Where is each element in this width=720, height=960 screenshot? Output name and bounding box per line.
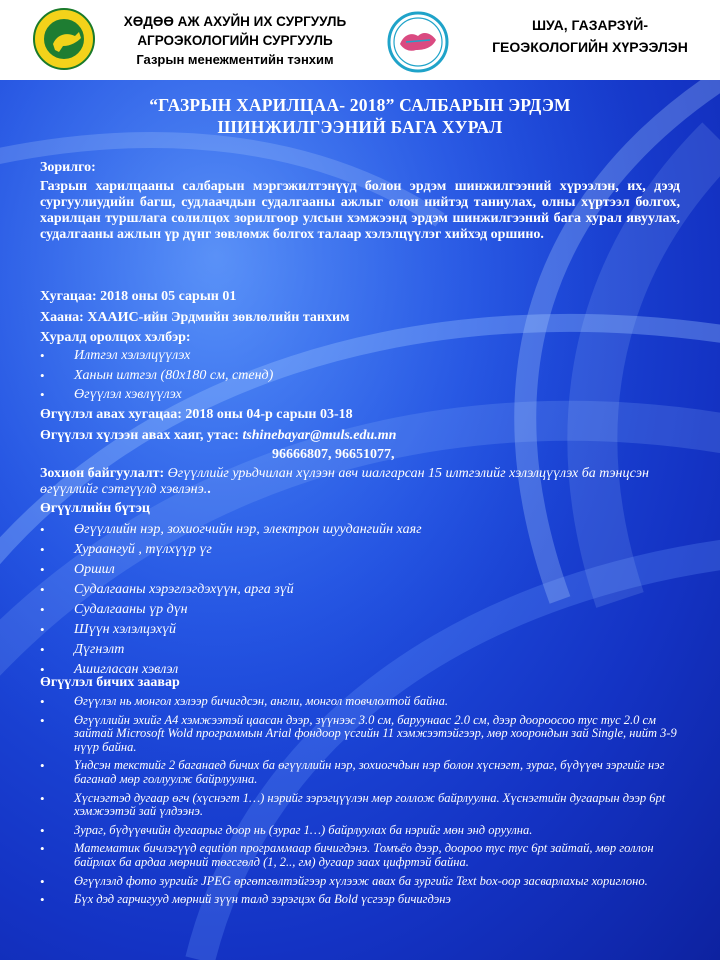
structure-section — [40, 500, 690, 680]
contact-email[interactable]: tshinebayar@muls.edu.mn — [242, 427, 397, 443]
guideline-item: • Өгүүлэл нь монгол хэлээр бичигдсэн, англи, монгол товчлолтой байна. — [40, 695, 690, 709]
structure-item: • Оршил — [40, 560, 690, 580]
organizer-suffix: . — [207, 482, 211, 497]
structure-item: • Дүгнэлт — [40, 640, 690, 660]
left-org-line-2: АГРОЭКОЛОГИЙН СУРГУУЛЬ — [137, 33, 333, 48]
header-banner — [0, 0, 720, 80]
right-organization — [470, 14, 710, 58]
guideline-item: • Өгүүллийн эхийг А4 хэмжээтэй цаасан дээр, зүүнээс 3.0 см, баруунаас 2.0 см, дээр доороосоо тус тус 2.0 см зайтай Microsoft Wold программын Arial фондоор үсгийн 11 хэмжээтэйгээр, мөр хоорондын зай Single, нийт 3-9 нүүр байна. — [40, 714, 690, 755]
event-details — [40, 288, 690, 464]
structure-item: • Хураангуй , түлхүүр үг — [40, 540, 690, 560]
announcement-content — [0, 80, 720, 960]
left-organization — [110, 12, 360, 69]
purpose-label: Зорилго: — [40, 160, 96, 175]
left-org-line-1: ХӨДӨӨ АЖ АХУЙН ИХ СУРГУУЛЬ — [123, 14, 347, 29]
title-line-2: ШИНЖИЛГЭЭНИЙ БАГА ХУРАЛ — [217, 117, 503, 137]
participation-list — [40, 346, 690, 405]
participation-item: • Өгүүлэл хэвлүүлэх — [40, 385, 690, 405]
deadline-line: Өгүүлэл авах хугацаа: 2018 оны 04-р сарын 03-18 — [40, 406, 353, 422]
structure-item: • Өгүүллийн нэр, зохиогчийн нэр, электрон шуудангийн хаяг — [40, 520, 690, 540]
participation-item: • Ханын илтгэл (80x180 см, стенд) — [40, 366, 690, 386]
phones-row — [40, 444, 690, 464]
organizer-text: Өгүүллийг урьдчилан хүлээн авч шалгарсан 15 илтгэлийг хэлэлцүүлэх ба тэнцсэн өгүүллийг сэтгүүлд хэвлэнэ. — [40, 466, 649, 497]
structure-item: • Судалгааны хэрэглэгдэхүүн, арга зүй — [40, 580, 690, 600]
guidelines-label: Өгүүлэл бичих заавар — [40, 675, 180, 690]
structure-list — [40, 520, 690, 680]
announcement-title — [60, 94, 660, 138]
contact-phones: 96666807, 96651077, — [272, 446, 395, 462]
date-line: Хугацаа: 2018 оны 05 сарын 01 — [40, 289, 237, 304]
guideline-item: • Зураг, бүдүүвчийн дугаарыг доор нь (зураг 1…) байрлуулах ба нэрийг мөн энд оруулна. — [40, 824, 690, 838]
place-line: Хаана: ХААИС-ийн Эрдмийн зөвлөлийн танхим — [40, 310, 350, 325]
guideline-item: • Бүх дэд гарчигууд мөрний зүүн талд зэрэгцэх ба Bold үсгээр бичигдэнэ — [40, 893, 690, 907]
guidelines-list — [40, 695, 690, 907]
guidelines-section — [40, 674, 690, 912]
contact-line — [40, 427, 690, 444]
structure-label: Өгүүллийн бүтэц — [40, 501, 150, 516]
contact-label: Өгүүлэл хүлээн авах хаяг, утас: — [40, 427, 243, 443]
structure-item: • Шүүн хэлэлцэхүй — [40, 620, 690, 640]
title-line-1: “ГАЗРЫН ХАРИЛЦАА- 2018” САЛБАРЫН ЭРДЭМ — [149, 95, 571, 115]
guideline-item: • Үндсэн текстийг 2 баганаед бичих ба өгүүллийн нэр, зохиогчдын нэр болон хүснэгт, зураг, бүдүүвч зэргийг нэг баганад мөр голлуулж байрлуулна. — [40, 759, 690, 786]
guideline-item: • Өгүүлэлд фото зургийг JPEG өргөтгөлтэйгээр хүлээж авах ба зургийг Text box-оор засварлахыг хориглоно. — [40, 875, 690, 889]
organizer-section — [40, 466, 680, 498]
structure-item: • Судалгааны үр дүн — [40, 600, 690, 620]
purpose-text: Газрын харилцааны салбарын мэргэжилтэнүүд болон эрдэм шинжилгээний хүрээлэн, их, дээд сургуулиудийн багш, судлаачдын судалгааны ажлыг олон нийтэд таниулах, олны хүртээл болгох, харилцан туршлага солилцох зорилгоор улсын хэмжээнд эрдэм шинжилгээний бага хурал явуулах, судалгааны ажлын үр дүнг зөвлөмж болгох талаар хэлэлцүүлэг хийхэд оршино. — [40, 179, 680, 242]
guideline-item: • Хүснэгтэд дугаар өгч (хүснэгт 1…) нэрийг зэрэгцүүлэн мөр голлож байрлуулна. Хүснэгтийн дугаарын дээр 6pt хэмжээтэй зай үлдээнэ. — [40, 792, 690, 819]
right-org-line-2: ГЕОЭКОЛОГИЙН ХҮРЭЭЛЭН — [492, 39, 688, 55]
university-logo-icon — [33, 8, 95, 70]
left-org-line-3: Газрын менежментийн тэнхим — [136, 52, 334, 67]
structure-item: • Ашигласан хэвлэл — [40, 660, 690, 680]
institute-logo-icon — [386, 10, 450, 74]
right-org-line-1: ШУА, ГАЗАРЗҮЙ- — [531, 17, 649, 33]
participation-label: Хуралд оролцох хэлбэр: — [40, 330, 191, 345]
participation-item: • Илтгэл хэлэлцүүлэх — [40, 346, 690, 366]
organizer-label: Зохион байгуулалт: — [40, 466, 168, 481]
guideline-item: • Математик бичлэгүүд eqution программаар бичигдэнэ. Томъёо дээр, доороо тус тус 6pt зайтай, мөр голлон байрлах ба ардаа мөрний төгсгөлд (1, 2.., гм) дугаар заах цифртэй байна. — [40, 842, 690, 869]
